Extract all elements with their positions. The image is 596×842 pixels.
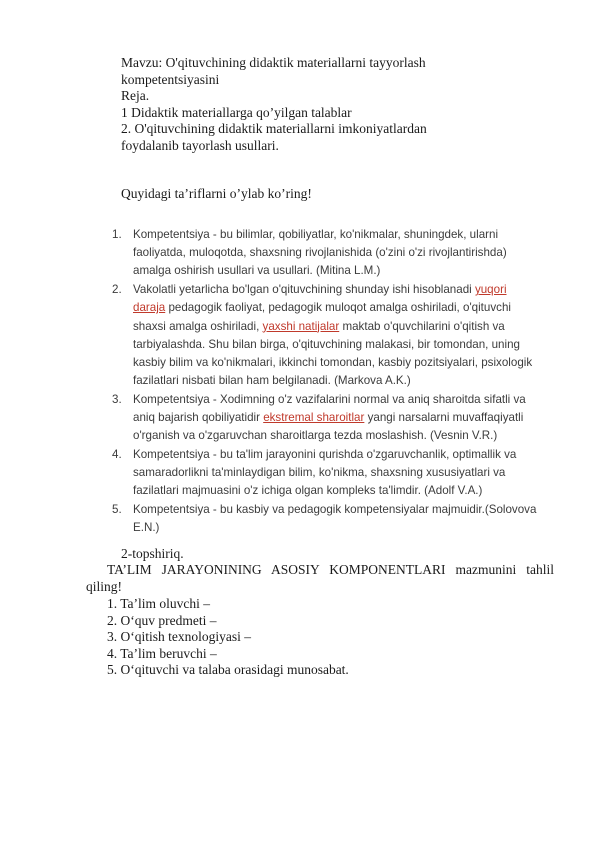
link-yaxshi-natijalar[interactable]: yaxshi natijalar: [262, 319, 340, 333]
definition-text-part: maktab o'quvchilarini o'qitish va: [339, 319, 505, 333]
definition-text: amalga oshirish usullari va usullari. (Mitina L.M.): [133, 264, 381, 278]
component-item-4: 4. Ta’lim beruvchi –: [107, 645, 217, 661]
plan-item-2-line1: 2. O'qituvchining didaktik materiallarni imkoniyatlardan: [121, 121, 427, 136]
component-item-2: 2. O‘quv predmeti –: [107, 612, 217, 628]
definition-text-part: Vakolatli yetarlicha bo'lgan o'qituvchining shunday ishi hisoblanadi: [133, 283, 475, 297]
plan-item-2-line2: foydalanib tayorlash usullari.: [121, 137, 279, 153]
task2-heading-line2: qiling!: [86, 578, 122, 594]
definition-text: fazilatlari nisbati bilan ham belgilanadi. (Markova A.K.): [133, 374, 411, 388]
component-item-1: 1. Ta’lim oluvchi –: [107, 596, 211, 611]
definition-number: 3.: [112, 392, 122, 406]
plan-label: Reja.: [121, 88, 150, 103]
definitions-list: [112, 226, 552, 538]
component-item-3: 3. O‘qitish texnologiyasi –: [107, 629, 251, 644]
plan-item-1: 1 Didaktik materiallarga qo’yilgan talablar: [121, 104, 352, 120]
component-item-5: 5. O‘qituvchi va talaba orasidagi munosabat.: [107, 662, 349, 677]
definition-item-3: [112, 391, 552, 446]
task2-label: 2-topshiriq.: [121, 546, 184, 561]
definition-text: Kompetentsiya - bu ta'lim jarayonini qurishda o'zgaruvchanlik, optimallik va: [133, 447, 517, 461]
definition-number: 1.: [112, 228, 122, 241]
link-yuqori-daraja[interactable]: yuqori: [474, 283, 507, 297]
definition-number: 2.: [112, 283, 122, 297]
link-yuqori-daraja-cont[interactable]: daraja: [133, 301, 166, 315]
definition-text: o'rganish va o'zgaruvchan sharoitlarga tezda moslashish. (Vesnin V.R.): [133, 429, 498, 443]
task1-instruction: Quyidagi ta’riflarni o’ylab ko’ring!: [121, 186, 312, 201]
link-ekstremal-sharoitlar[interactable]: ekstremal sharoitlar: [263, 411, 365, 425]
definition-text-part: aniq bajarish qobiliyatidir: [133, 411, 264, 425]
task2-heading: [86, 562, 554, 595]
definition-text: [133, 299, 552, 317]
definition-item-2: [112, 281, 552, 390]
definition-text: Kompetentsiya - Xodimning o'z vazifalarini normal va aniq sharoitda sifatli va: [133, 392, 526, 406]
definition-text: Kompetentsiya - bu bilimlar, qobiliyatlar, ko'nikmalar, shuningdek, ularni: [133, 228, 499, 241]
definition-text: E.N.): [133, 521, 160, 535]
definition-item-5: [112, 501, 552, 537]
definition-text: fazilatlari majmuasini o'z ichiga olgan kompleks ta'limdir. (Adolf V.A.): [133, 484, 483, 498]
definition-text: samaradorlikni ta'minlaydigan bilim, ko'nikma, shaxsning xususiyatlari va: [133, 466, 506, 480]
definition-text: tarbiyalashda. Shu bilan birga, o'qituvchining malakasi, bir tomondan, uning: [133, 337, 520, 351]
task2-components-list: [107, 596, 349, 679]
task2-heading-line1: TA’LIM JARAYONINING ASOSIY KOMPONENTLARI mazmunini tahlil: [107, 562, 554, 577]
definition-number: 4.: [112, 447, 122, 461]
definition-text: [133, 409, 552, 427]
definition-text: [133, 318, 552, 336]
definition-number: 5.: [112, 503, 122, 517]
definition-text: kasbiy bilim va ko'nikmalari, ikkinchi tomondan, kasbiy pozitsiyalari, psixologik: [133, 355, 533, 369]
document-header: [121, 55, 427, 154]
definition-item-4: [112, 446, 552, 501]
topic-title-line1: Mavzu: O'qituvchining didaktik materiallarni tayyorlash: [121, 55, 426, 70]
definition-text-part: yangi narsalarni muvaffaqiyatli: [364, 411, 524, 425]
definition-text-part: shaxsi amalga oshiriladi,: [133, 319, 263, 333]
definition-item-1: [112, 226, 552, 281]
definition-text: Kompetentsiya - bu kasbiy va pedagogik kompetensiyalar majmuidir.(Solovova: [133, 503, 537, 517]
definition-text: faoliyatda, muloqotda, shaxsning rivojlanishida (o'zini o'zi rivojlantirishda): [133, 246, 507, 260]
topic-title-line2: kompetentsiyasini: [121, 71, 220, 87]
definition-text: [133, 281, 552, 299]
definition-text-part: pedagogik faoliyat, pedagogik muloqot amalga oshiriladi, o'qituvchi: [165, 301, 511, 315]
